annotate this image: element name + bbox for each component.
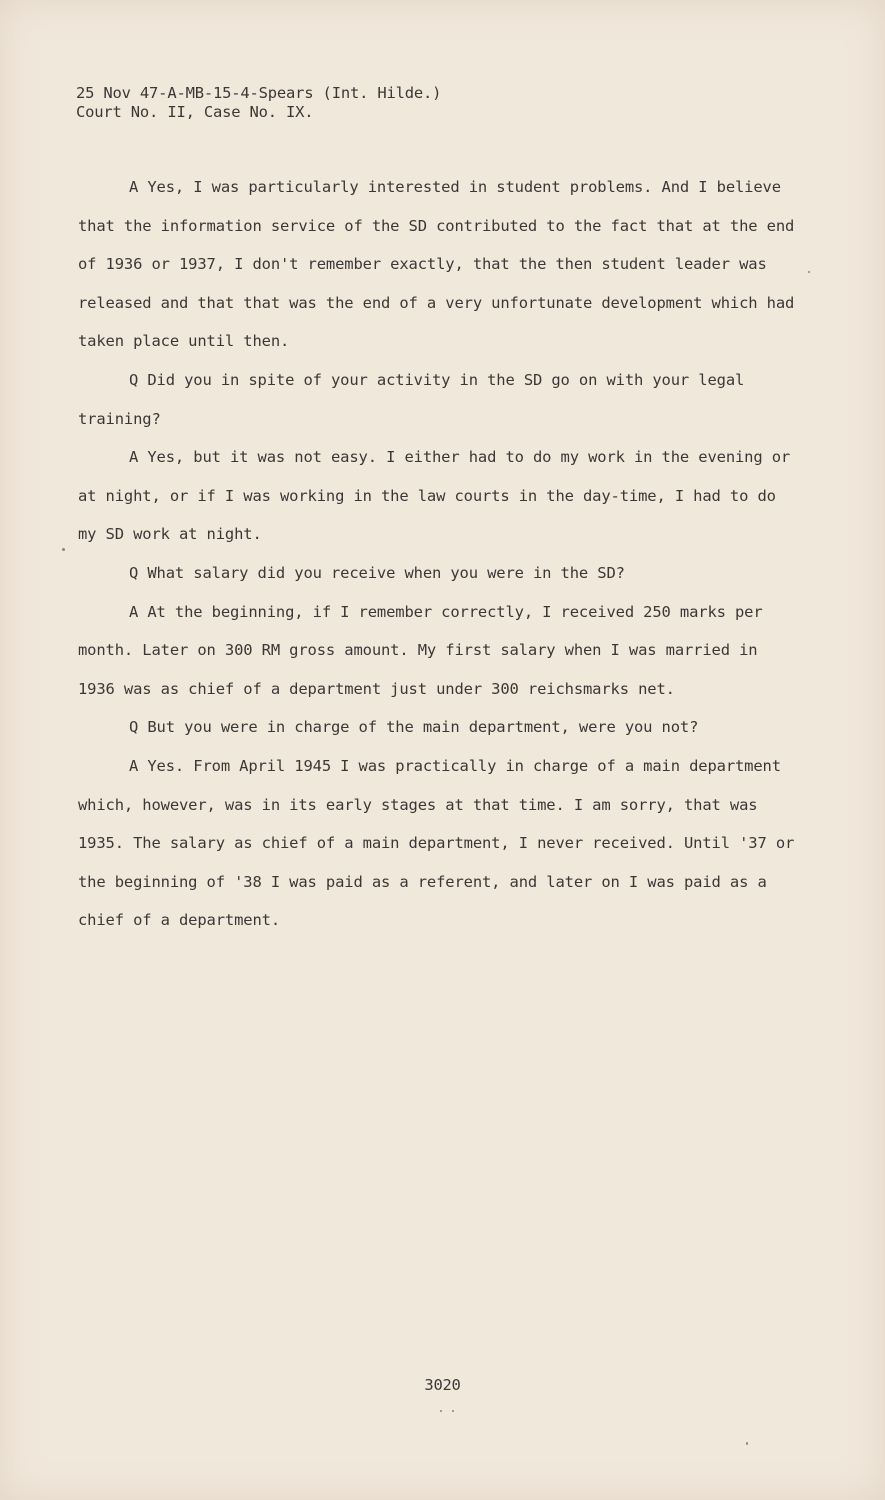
testimony-paragraph: Q Did you in spite of your activity in the SD go on with your legal training? xyxy=(78,370,745,428)
testimony-paragraph: A Yes. From April 1945 I was practically in charge of a main department which, however, was in its early stages at that time. I am sorry, that was 1935. The salary as chief of a main department, I never received. Until '37 or the beginning of '38 I was paid as a referent, and later on I was paid as a chief of a department. xyxy=(78,756,795,930)
paper-speck xyxy=(62,548,65,551)
header-case-reference: 25 Nov 47-A-MB-15-4-Spears (Int. Hilde.) xyxy=(76,84,442,102)
header-court-number: Court No. II, Case No. IX. xyxy=(76,103,314,121)
testimony-paragraph: A Yes, I was particularly interested in student problems. And I believe that the information service of the SD contributed to the fact that at the end of 1936 or 1937, I don't remember exactly, that the then student leader was released and that that was the end of a very unfortunate development which had taken place until then. xyxy=(78,178,795,351)
paper-speck xyxy=(452,1410,454,1412)
paper-speck xyxy=(808,271,810,273)
paper-speck xyxy=(440,1410,442,1412)
document-header xyxy=(76,84,441,122)
testimony-paragraph: A Yes, but it was not easy. I either had to do my work in the evening or at night, or if I was working in the law courts in the day-time, I had to do my SD work at night. xyxy=(78,448,791,544)
page-number: 3020 xyxy=(424,1376,461,1394)
testimony-paragraph: Q What salary did you receive when you were in the SD? xyxy=(129,563,625,582)
testimony-body xyxy=(78,168,798,940)
testimony-paragraph: Q But you were in charge of the main department, were you not? xyxy=(129,718,699,737)
paper-speck xyxy=(746,1442,748,1445)
testimony-paragraph: A At the beginning, if I remember correctly, I received 250 marks per month. Later on 300 RM gross amount. My first salary when I was married in 1936 was as chief of a department just under 300 reichsmarks net. xyxy=(78,602,763,698)
